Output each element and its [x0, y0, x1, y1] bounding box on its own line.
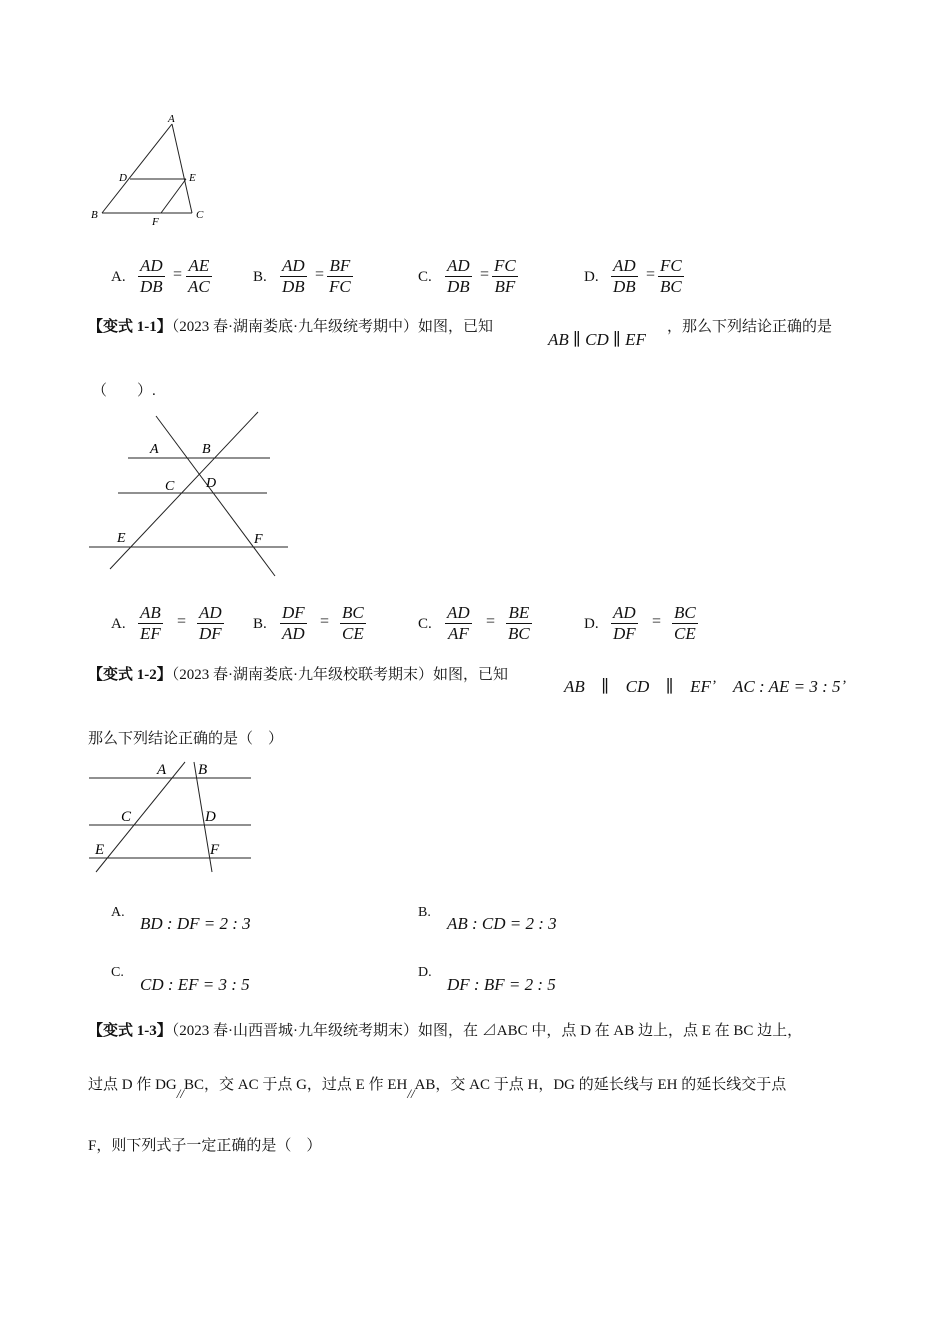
label-d: D — [206, 476, 217, 491]
parallel-lines-figure-v12 — [85, 757, 260, 877]
option-a-key[interactable]: A. — [111, 269, 126, 285]
option-c-key[interactable]: C. — [418, 269, 432, 285]
equals-sign: = — [173, 266, 183, 283]
parallel-symbol: // — [176, 1086, 184, 1101]
label-c: C — [196, 209, 204, 221]
v12-comma: ’ — [712, 678, 717, 694]
label-b: B — [198, 762, 208, 778]
option-d-frac-right: $\frac{BC}{CE}$ — [674, 603, 696, 643]
v13-line2c: AB，交 AC 于点 H，DG 的延长线与 EH 的延长线交于点 — [414, 1077, 787, 1093]
equals-sign: = — [486, 613, 496, 630]
option-c-frac-right: $\frac{BE}{BC}$ — [508, 603, 530, 643]
v13-line2a: 过点 D 作 DG — [88, 1077, 177, 1093]
option-b-key[interactable]: B. — [253, 269, 267, 285]
triangle-figure-q1 — [85, 110, 225, 230]
option-a-frac-right: $\frac{AE}{AC}$ — [188, 256, 210, 296]
v12-line2: 那么下列结论正确的是（ ） — [88, 731, 284, 747]
label-e: E — [189, 172, 196, 184]
label-a: A — [168, 113, 175, 125]
equals-sign: = — [315, 266, 325, 283]
option-a-frac-right: $\frac{AD}{DF}$ — [199, 603, 222, 643]
v11-tail: ，那么下列结论正确的是 — [667, 319, 833, 335]
label-f: F — [152, 216, 159, 228]
v11-question-line — [88, 317, 493, 337]
equals-sign: = — [480, 266, 490, 283]
label-f: F — [254, 532, 263, 547]
option-b-key[interactable]: B. — [253, 616, 267, 632]
option-a-text: BD : DF = 2 : 3 — [140, 914, 251, 933]
v13-line1: （2023 春·山西晋城·九年级统考期末）如图，在 ⊿ABC 中，点 D 在 AB 边上，点 E 在 BC 边上， — [171, 1023, 803, 1039]
parallel-symbol: // — [407, 1086, 415, 1101]
label-c: C — [165, 479, 175, 494]
v12-condition-parallel: AB ∥ CD ∥ EF — [564, 677, 711, 696]
label-a: A — [157, 762, 167, 778]
option-a-key[interactable]: A. — [111, 616, 126, 632]
label-c: C — [121, 809, 132, 825]
v13-question-line3: F，则下列式子一定正确的是（ ） — [88, 1138, 322, 1154]
parallel-lines-figure-v11 — [85, 408, 295, 583]
equals-sign: = — [652, 613, 662, 630]
option-c-frac-right: $\frac{FC}{BF}$ — [494, 256, 516, 296]
label-b: B — [91, 209, 98, 221]
label-d: D — [119, 172, 127, 184]
v12-question-line — [88, 665, 508, 685]
v13-question-line1 — [88, 1021, 802, 1041]
label-e: E — [117, 531, 126, 546]
v11-source: （2023 春·湖南娄底·九年级统考期中）如图，已知 — [171, 319, 493, 335]
equals-sign: = — [177, 613, 187, 630]
v12-comma2: ’ — [842, 678, 847, 694]
option-d-key[interactable]: D. — [584, 616, 599, 632]
option-a-key[interactable]: A. — [111, 905, 125, 920]
option-a-frac-left: $\frac{AD}{DB}$ — [140, 256, 163, 296]
option-b-frac-left: $\frac{AD}{DB}$ — [282, 256, 305, 296]
v13-line2b: BC，交 AC 于点 G，过点 E 作 EH — [183, 1077, 408, 1093]
option-c-text: CD : EF = 3 : 5 — [140, 975, 250, 994]
v13-question-line2 — [88, 1075, 787, 1101]
label-f: F — [210, 842, 220, 858]
equals-sign: = — [646, 266, 656, 283]
option-c-key[interactable]: C. — [111, 965, 124, 980]
v11-condition: AB ∥ CD ∥ EF — [548, 330, 646, 349]
v11-tag: 【变式 1-1】 — [88, 319, 172, 335]
option-b-frac-right: $\frac{BC}{CE}$ — [342, 603, 364, 643]
option-d-key[interactable]: D. — [418, 965, 432, 980]
option-d-key[interactable]: D. — [584, 269, 599, 285]
v12-condition-ratio: AC : AE = 3 : 5 — [733, 677, 841, 696]
option-d-frac-right: $\frac{FC}{BC}$ — [660, 256, 682, 296]
option-d-text: DF : BF = 2 : 5 — [447, 975, 556, 994]
equals-sign: = — [320, 613, 330, 630]
option-b-frac-right: $\frac{BF}{FC}$ — [329, 256, 351, 296]
v13-tag: 【变式 1-3】 — [88, 1023, 172, 1039]
option-c-frac-left: $\frac{AD}{AF}$ — [447, 603, 470, 643]
label-d: D — [205, 809, 216, 825]
option-b-text: AB : CD = 2 : 3 — [447, 914, 557, 933]
label-a: A — [150, 442, 159, 457]
v11-answer-paren: （ ）. — [92, 383, 156, 399]
option-c-key[interactable]: C. — [418, 616, 432, 632]
option-d-frac-left: $\frac{AD}{DF}$ — [613, 603, 636, 643]
option-b-frac-left: $\frac{DF}{AD}$ — [282, 603, 305, 643]
option-c-frac-left: $\frac{AD}{DB}$ — [447, 256, 470, 296]
v12-source: （2023 春·湖南娄底·九年级校联考期末）如图，已知 — [171, 667, 508, 683]
option-b-key[interactable]: B. — [418, 905, 431, 920]
v12-tag: 【变式 1-2】 — [88, 667, 172, 683]
label-b: B — [202, 442, 211, 457]
option-a-frac-left: $\frac{AB}{EF}$ — [140, 603, 161, 643]
label-e: E — [95, 842, 105, 858]
option-d-frac-left: $\frac{AD}{DB}$ — [613, 256, 636, 296]
